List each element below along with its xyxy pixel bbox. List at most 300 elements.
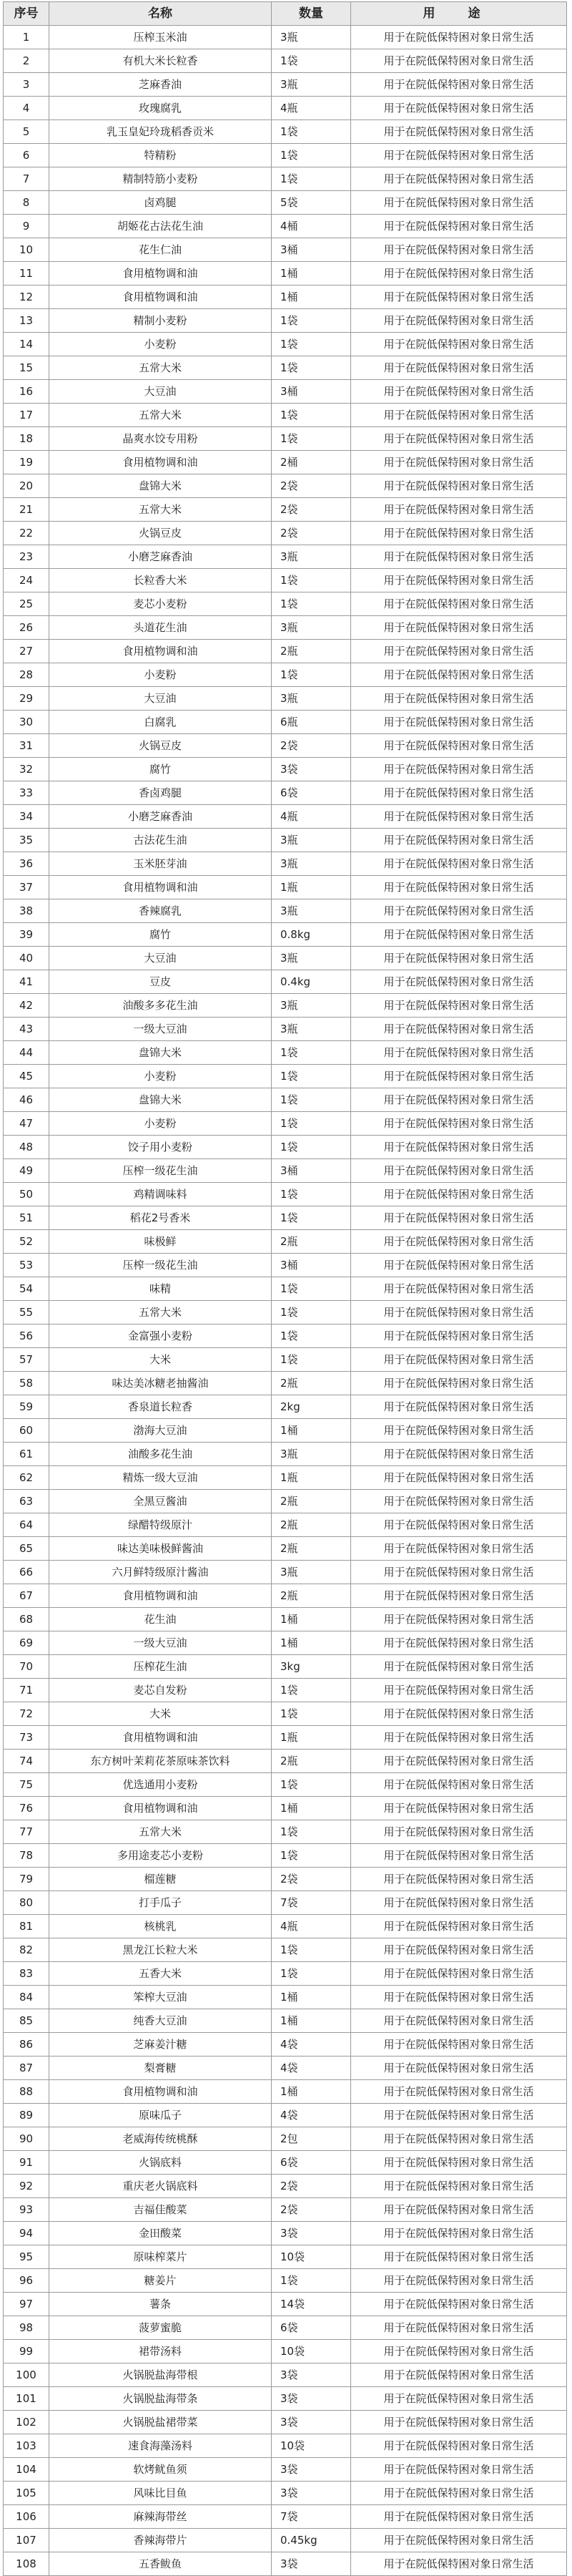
cell-name: 小麦粉 — [49, 1065, 272, 1088]
cell-purpose: 用于在院低保特困对象日常生活 — [351, 1254, 567, 1277]
cell-purpose: 用于在院低保特困对象日常生活 — [351, 2198, 567, 2222]
cell-index: 37 — [4, 876, 49, 899]
cell-quantity: 0.4kg — [272, 970, 351, 994]
cell-quantity: 3瓶 — [272, 899, 351, 923]
cell-name: 胡姬花古法花生油 — [49, 215, 272, 238]
table-row — [4, 2198, 567, 2222]
cell-purpose: 用于在院低保特困对象日常生活 — [351, 899, 567, 923]
table-row — [4, 1277, 567, 1301]
cell-index: 24 — [4, 569, 49, 592]
cell-quantity: 2瓶 — [272, 1490, 351, 1513]
cell-index: 38 — [4, 899, 49, 923]
cell-name: 晶爽水饺专用粉 — [49, 427, 272, 451]
cell-index: 28 — [4, 663, 49, 687]
table-row — [4, 1584, 567, 1608]
cell-index: 103 — [4, 2434, 49, 2458]
cell-name: 原味瓜子 — [49, 2104, 272, 2127]
cell-name: 金田酸菜 — [49, 2222, 272, 2245]
cell-name: 腐竹 — [49, 758, 272, 781]
cell-purpose: 用于在院低保特困对象日常生活 — [351, 1018, 567, 1041]
cell-quantity: 1袋 — [272, 49, 351, 73]
cell-quantity: 1桶 — [272, 1631, 351, 1655]
cell-index: 11 — [4, 262, 49, 286]
cell-purpose: 用于在院低保特困对象日常生活 — [351, 1655, 567, 1679]
cell-quantity: 2包 — [272, 2127, 351, 2151]
cell-purpose: 用于在院低保特困对象日常生活 — [351, 1561, 567, 1584]
cell-index: 46 — [4, 1088, 49, 1112]
cell-index: 22 — [4, 522, 49, 545]
cell-purpose: 用于在院低保特困对象日常生活 — [351, 1112, 567, 1136]
cell-index: 70 — [4, 1655, 49, 1679]
cell-index: 54 — [4, 1277, 49, 1301]
cell-quantity: 4桶 — [272, 215, 351, 238]
cell-index: 94 — [4, 2222, 49, 2245]
table-header — [4, 2, 567, 26]
cell-quantity: 1袋 — [272, 1324, 351, 1348]
cell-quantity: 1袋 — [272, 1938, 351, 1962]
cell-purpose: 用于在院低保特困对象日常生活 — [351, 545, 567, 569]
cell-purpose: 用于在院低保特困对象日常生活 — [351, 876, 567, 899]
cell-name: 大豆油 — [49, 947, 272, 970]
cell-index: 48 — [4, 1136, 49, 1159]
table-row — [4, 2458, 567, 2482]
table-row — [4, 1301, 567, 1324]
cell-quantity: 6袋 — [272, 2316, 351, 2340]
cell-purpose: 用于在院低保特困对象日常生活 — [351, 2505, 567, 2529]
cell-quantity: 1袋 — [272, 1206, 351, 1230]
cell-name: 五常大米 — [49, 404, 272, 427]
cell-quantity: 1瓶 — [272, 876, 351, 899]
cell-quantity: 1桶 — [272, 262, 351, 286]
table-row — [4, 2482, 567, 2505]
cell-name: 速食海藻汤料 — [49, 2434, 272, 2458]
cell-purpose: 用于在院低保特困对象日常生活 — [351, 1726, 567, 1750]
cell-purpose: 用于在院低保特困对象日常生活 — [351, 2552, 567, 2576]
cell-quantity: 1袋 — [272, 144, 351, 167]
cell-quantity: 1袋 — [272, 333, 351, 356]
table-row — [4, 2387, 567, 2411]
cell-name: 金富强小麦粉 — [49, 1324, 272, 1348]
cell-name: 玫瑰腐乳 — [49, 97, 272, 120]
cell-purpose: 用于在院低保特困对象日常生活 — [351, 191, 567, 215]
table-row — [4, 356, 567, 380]
cell-name: 食用植物调和油 — [49, 2080, 272, 2104]
cell-purpose: 用于在院低保特困对象日常生活 — [351, 309, 567, 333]
cell-name: 火锅底料 — [49, 2151, 272, 2175]
table-row — [4, 1797, 567, 1820]
table-row — [4, 1348, 567, 1372]
cell-quantity: 1桶 — [272, 1797, 351, 1820]
cell-purpose: 用于在院低保特困对象日常生活 — [351, 2293, 567, 2316]
cell-quantity: 1袋 — [272, 592, 351, 616]
cell-purpose: 用于在院低保特困对象日常生活 — [351, 2151, 567, 2175]
cell-index: 101 — [4, 2387, 49, 2411]
cell-name: 六月鲜特级原汁酱油 — [49, 1561, 272, 1584]
cell-name: 绿醋特级原汁 — [49, 1513, 272, 1537]
table-row — [4, 1018, 567, 1041]
cell-purpose: 用于在院低保特困对象日常生活 — [351, 687, 567, 711]
cell-quantity: 2瓶 — [272, 640, 351, 663]
cell-index: 1 — [4, 26, 49, 49]
cell-index: 88 — [4, 2080, 49, 2104]
cell-index: 43 — [4, 1018, 49, 1041]
cell-index: 3 — [4, 73, 49, 97]
cell-index: 86 — [4, 2033, 49, 2057]
cell-name: 卤鸡腿 — [49, 191, 272, 215]
cell-quantity: 3袋 — [272, 2363, 351, 2387]
cell-name: 精制特筋小麦粉 — [49, 167, 272, 191]
table-row — [4, 994, 567, 1018]
cell-quantity: 3袋 — [272, 2387, 351, 2411]
cell-quantity: 1袋 — [272, 120, 351, 144]
cell-name: 味精 — [49, 1277, 272, 1301]
cell-quantity: 3瓶 — [272, 1443, 351, 1466]
cell-purpose: 用于在院低保特困对象日常生活 — [351, 1773, 567, 1797]
cell-purpose: 用于在院低保特困对象日常生活 — [351, 238, 567, 262]
table-row — [4, 923, 567, 947]
cell-index: 81 — [4, 1915, 49, 1938]
cell-quantity: 2瓶 — [272, 1513, 351, 1537]
cell-name: 食用植物调和油 — [49, 1726, 272, 1750]
cell-index: 45 — [4, 1065, 49, 1088]
cell-index: 72 — [4, 1702, 49, 1726]
cell-purpose: 用于在院低保特困对象日常生活 — [351, 1230, 567, 1254]
table-row — [4, 1655, 567, 1679]
cell-quantity: 1桶 — [272, 2009, 351, 2033]
cell-index: 65 — [4, 1537, 49, 1561]
table-row — [4, 1891, 567, 1915]
cell-purpose: 用于在院低保特困对象日常生活 — [351, 2127, 567, 2151]
cell-name: 裙带汤料 — [49, 2340, 272, 2363]
cell-quantity: 1袋 — [272, 1065, 351, 1088]
table-row — [4, 2057, 567, 2080]
cell-quantity: 1袋 — [272, 569, 351, 592]
table-row — [4, 1088, 567, 1112]
cell-name: 芝麻姜汁糖 — [49, 2033, 272, 2057]
cell-purpose: 用于在院低保特困对象日常生活 — [351, 522, 567, 545]
table-row — [4, 1726, 567, 1750]
cell-index: 97 — [4, 2293, 49, 2316]
cell-purpose: 用于在院低保特困对象日常生活 — [351, 1513, 567, 1537]
cell-purpose: 用于在院低保特困对象日常生活 — [351, 2411, 567, 2434]
table-row — [4, 2151, 567, 2175]
cell-name: 火锅脱盐裙带菜 — [49, 2411, 272, 2434]
table-row — [4, 2175, 567, 2198]
cell-quantity: 7袋 — [272, 2505, 351, 2529]
cell-index: 66 — [4, 1561, 49, 1584]
cell-quantity: 2瓶 — [272, 1584, 351, 1608]
cell-name: 食用植物调和油 — [49, 1584, 272, 1608]
cell-index: 74 — [4, 1750, 49, 1773]
cell-quantity: 1袋 — [272, 1041, 351, 1065]
cell-quantity: 6瓶 — [272, 711, 351, 734]
cell-purpose: 用于在院低保特困对象日常生活 — [351, 333, 567, 356]
cell-index: 26 — [4, 616, 49, 640]
table-row — [4, 1820, 567, 1844]
cell-name: 火锅脱盐海带条 — [49, 2387, 272, 2411]
cell-purpose: 用于在院低保特困对象日常生活 — [351, 1206, 567, 1230]
cell-name: 打手瓜子 — [49, 1891, 272, 1915]
cell-quantity: 1袋 — [272, 1301, 351, 1324]
table-row — [4, 215, 567, 238]
cell-name: 大豆油 — [49, 380, 272, 404]
cell-purpose: 用于在院低保特困对象日常生活 — [351, 1301, 567, 1324]
table-row — [4, 1631, 567, 1655]
cell-quantity: 3瓶 — [272, 687, 351, 711]
cell-purpose: 用于在院低保特困对象日常生活 — [351, 805, 567, 829]
cell-index: 9 — [4, 215, 49, 238]
cell-name: 精制小麦粉 — [49, 309, 272, 333]
table-row — [4, 545, 567, 569]
cell-index: 52 — [4, 1230, 49, 1254]
cell-purpose: 用于在院低保特困对象日常生活 — [351, 1443, 567, 1466]
cell-purpose: 用于在院低保特困对象日常生活 — [351, 474, 567, 498]
cell-name: 盘锦大米 — [49, 1041, 272, 1065]
cell-quantity: 2瓶 — [272, 1230, 351, 1254]
cell-quantity: 3瓶 — [272, 829, 351, 852]
cell-index: 57 — [4, 1348, 49, 1372]
cell-name: 花生仁油 — [49, 238, 272, 262]
cell-index: 96 — [4, 2269, 49, 2293]
cell-name: 饺子用小麦粉 — [49, 1136, 272, 1159]
cell-index: 76 — [4, 1797, 49, 1820]
cell-index: 27 — [4, 640, 49, 663]
cell-purpose: 用于在院低保特困对象日常生活 — [351, 1679, 567, 1702]
cell-index: 106 — [4, 2505, 49, 2529]
cell-name: 东方树叶茉莉花茶原味茶饮料 — [49, 1750, 272, 1773]
cell-name: 玉米胚芽油 — [49, 852, 272, 876]
table-row — [4, 2505, 567, 2529]
cell-purpose: 用于在院低保特困对象日常生活 — [351, 1041, 567, 1065]
cell-purpose: 用于在院低保特困对象日常生活 — [351, 451, 567, 474]
cell-name: 稻花2号香米 — [49, 1206, 272, 1230]
cell-index: 50 — [4, 1183, 49, 1206]
header-name: 名称 — [49, 2, 272, 26]
cell-name: 压榨一级花生油 — [49, 1159, 272, 1183]
cell-name: 小麦粉 — [49, 663, 272, 687]
cell-name: 吉福佳酸菜 — [49, 2198, 272, 2222]
cell-name: 头道花生油 — [49, 616, 272, 640]
table-row — [4, 2340, 567, 2363]
cell-purpose: 用于在院低保特困对象日常生活 — [351, 970, 567, 994]
cell-purpose: 用于在院低保特困对象日常生活 — [351, 1820, 567, 1844]
cell-name: 食用植物调和油 — [49, 286, 272, 309]
cell-index: 107 — [4, 2529, 49, 2552]
table-row — [4, 687, 567, 711]
cell-name: 一级大豆油 — [49, 1018, 272, 1041]
cell-name: 原味榨菜片 — [49, 2245, 272, 2269]
table-row — [4, 947, 567, 970]
cell-quantity: 14袋 — [272, 2293, 351, 2316]
cell-purpose: 用于在院低保特困对象日常生活 — [351, 640, 567, 663]
table-row — [4, 498, 567, 522]
cell-quantity: 3桶 — [272, 1254, 351, 1277]
cell-name: 香卤鸡腿 — [49, 781, 272, 805]
cell-purpose: 用于在院低保特困对象日常生活 — [351, 781, 567, 805]
table-row — [4, 2316, 567, 2340]
cell-name: 食用植物调和油 — [49, 451, 272, 474]
cell-index: 92 — [4, 2175, 49, 2198]
cell-index: 47 — [4, 1112, 49, 1136]
cell-purpose: 用于在院低保特困对象日常生活 — [351, 2222, 567, 2245]
table-row — [4, 1183, 567, 1206]
cell-purpose: 用于在院低保特困对象日常生活 — [351, 2340, 567, 2363]
table-row — [4, 1372, 567, 1395]
header-quantity: 数量 — [272, 2, 351, 26]
cell-purpose: 用于在院低保特困对象日常生活 — [351, 1537, 567, 1561]
cell-quantity: 2瓶 — [272, 1750, 351, 1773]
table-row — [4, 238, 567, 262]
cell-quantity: 1桶 — [272, 2080, 351, 2104]
cell-purpose: 用于在院低保特困对象日常生活 — [351, 26, 567, 49]
cell-quantity: 1瓶 — [272, 1726, 351, 1750]
cell-quantity: 1桶 — [272, 1986, 351, 2009]
cell-quantity: 1袋 — [272, 1702, 351, 1726]
table-row — [4, 2080, 567, 2104]
cell-purpose: 用于在院低保特困对象日常生活 — [351, 1466, 567, 1490]
cell-purpose: 用于在院低保特困对象日常生活 — [351, 1750, 567, 1773]
cell-name: 味达美冰糖老抽酱油 — [49, 1372, 272, 1395]
cell-purpose: 用于在院低保特困对象日常生活 — [351, 1797, 567, 1820]
table-row — [4, 1513, 567, 1537]
cell-index: 77 — [4, 1820, 49, 1844]
cell-purpose: 用于在院低保特困对象日常生活 — [351, 1395, 567, 1419]
cell-quantity: 1袋 — [272, 1773, 351, 1797]
table-row — [4, 876, 567, 899]
cell-purpose: 用于在院低保特困对象日常生活 — [351, 569, 567, 592]
cell-quantity: 1袋 — [272, 1679, 351, 1702]
cell-index: 4 — [4, 97, 49, 120]
cell-purpose: 用于在院低保特困对象日常生活 — [351, 215, 567, 238]
cell-name: 麻辣海带丝 — [49, 2505, 272, 2529]
cell-quantity: 2袋 — [272, 474, 351, 498]
cell-quantity: 10袋 — [272, 2245, 351, 2269]
cell-name: 五香大米 — [49, 1962, 272, 1986]
cell-name: 核桃乳 — [49, 1915, 272, 1938]
cell-name: 渤海大豆油 — [49, 1419, 272, 1443]
cell-quantity: 2袋 — [272, 522, 351, 545]
cell-purpose: 用于在院低保特困对象日常生活 — [351, 1702, 567, 1726]
table-row — [4, 1537, 567, 1561]
table-row — [4, 781, 567, 805]
cell-quantity: 2kg — [272, 1395, 351, 1419]
cell-index: 105 — [4, 2482, 49, 2505]
cell-quantity: 3瓶 — [272, 545, 351, 569]
cell-index: 64 — [4, 1513, 49, 1537]
cell-quantity: 3袋 — [272, 2458, 351, 2482]
cell-purpose: 用于在院低保特困对象日常生活 — [351, 1631, 567, 1655]
cell-index: 25 — [4, 592, 49, 616]
cell-index: 36 — [4, 852, 49, 876]
table-row — [4, 1443, 567, 1466]
cell-name: 大米 — [49, 1702, 272, 1726]
cell-purpose: 用于在院低保特困对象日常生活 — [351, 498, 567, 522]
cell-name: 风味比目鱼 — [49, 2482, 272, 2505]
cell-index: 13 — [4, 309, 49, 333]
cell-index: 49 — [4, 1159, 49, 1183]
cell-index: 100 — [4, 2363, 49, 2387]
cell-name: 压榨一级花生油 — [49, 1254, 272, 1277]
cell-name: 盘锦大米 — [49, 474, 272, 498]
cell-index: 30 — [4, 711, 49, 734]
cell-purpose: 用于在院低保特困对象日常生活 — [351, 663, 567, 687]
cell-index: 95 — [4, 2245, 49, 2269]
cell-quantity: 1袋 — [272, 404, 351, 427]
cell-name: 食用植物调和油 — [49, 876, 272, 899]
cell-purpose: 用于在院低保特困对象日常生活 — [351, 380, 567, 404]
cell-quantity: 3瓶 — [272, 947, 351, 970]
table-row — [4, 97, 567, 120]
cell-quantity: 5袋 — [272, 191, 351, 215]
cell-quantity: 4袋 — [272, 2104, 351, 2127]
cell-quantity: 3kg — [272, 1655, 351, 1679]
cell-quantity: 2袋 — [272, 734, 351, 758]
cell-name: 芝麻香油 — [49, 73, 272, 97]
cell-purpose: 用于在院低保特困对象日常生活 — [351, 1844, 567, 1868]
cell-index: 104 — [4, 2458, 49, 2482]
cell-purpose: 用于在院低保特困对象日常生活 — [351, 2458, 567, 2482]
cell-name: 重庆老火锅底料 — [49, 2175, 272, 2198]
table-row — [4, 734, 567, 758]
cell-quantity: 3袋 — [272, 2482, 351, 2505]
table-row — [4, 1750, 567, 1773]
cell-quantity: 1袋 — [272, 1962, 351, 1986]
cell-purpose: 用于在院低保特困对象日常生活 — [351, 994, 567, 1018]
cell-index: 20 — [4, 474, 49, 498]
table-row — [4, 1844, 567, 1868]
cell-quantity: 2袋 — [272, 2175, 351, 2198]
header-row — [4, 2, 567, 26]
cell-index: 16 — [4, 380, 49, 404]
table-row — [4, 1702, 567, 1726]
cell-index: 41 — [4, 970, 49, 994]
cell-index: 60 — [4, 1419, 49, 1443]
cell-name: 火锅脱盐海带根 — [49, 2363, 272, 2387]
cell-quantity: 1袋 — [272, 2269, 351, 2293]
cell-purpose: 用于在院低保特困对象日常生活 — [351, 616, 567, 640]
cell-index: 29 — [4, 687, 49, 711]
cell-name: 火锅豆皮 — [49, 522, 272, 545]
table-row — [4, 2269, 567, 2293]
cell-name: 乳玉皇妃玲珑稻香贡米 — [49, 120, 272, 144]
cell-purpose: 用于在院低保特困对象日常生活 — [351, 120, 567, 144]
cell-quantity: 1袋 — [272, 309, 351, 333]
table-row — [4, 616, 567, 640]
cell-quantity: 7袋 — [272, 1891, 351, 1915]
cell-purpose: 用于在院低保特困对象日常生活 — [351, 1348, 567, 1372]
cell-name: 五香鲅鱼 — [49, 2552, 272, 2576]
cell-name: 软烤鱿鱼须 — [49, 2458, 272, 2482]
table-row — [4, 191, 567, 215]
cell-purpose: 用于在院低保特困对象日常生活 — [351, 758, 567, 781]
cell-purpose: 用于在院低保特困对象日常生活 — [351, 947, 567, 970]
cell-name: 火锅豆皮 — [49, 734, 272, 758]
table-row — [4, 970, 567, 994]
cell-name: 古法花生油 — [49, 829, 272, 852]
cell-index: 7 — [4, 167, 49, 191]
cell-index: 19 — [4, 451, 49, 474]
table-row — [4, 451, 567, 474]
table-row — [4, 427, 567, 451]
cell-purpose: 用于在院低保特困对象日常生活 — [351, 356, 567, 380]
cell-index: 34 — [4, 805, 49, 829]
table-row — [4, 852, 567, 876]
table-row — [4, 1136, 567, 1159]
cell-quantity: 3袋 — [272, 2411, 351, 2434]
table-row — [4, 144, 567, 167]
cell-name: 食用植物调和油 — [49, 640, 272, 663]
cell-name: 精炼一级大豆油 — [49, 1466, 272, 1490]
